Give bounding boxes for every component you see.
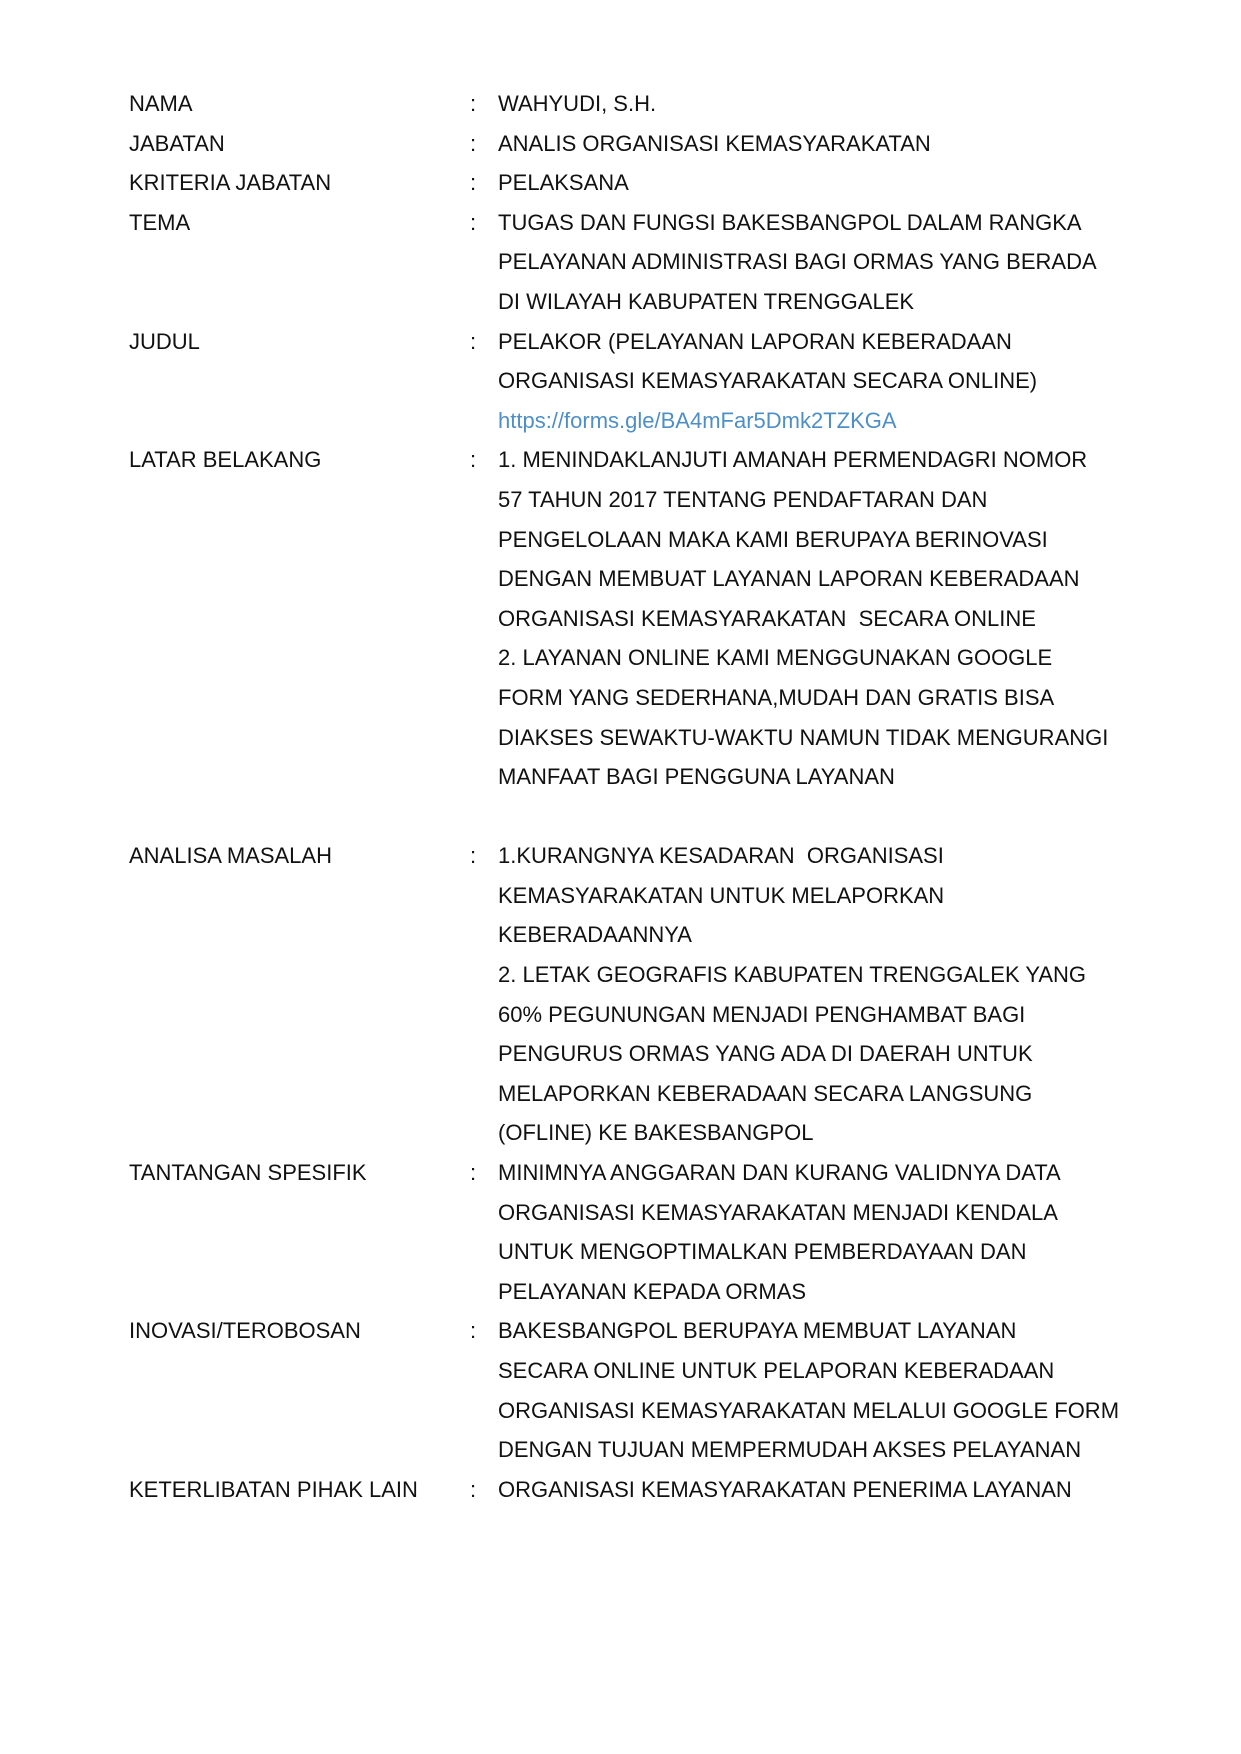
separator: : bbox=[470, 328, 477, 354]
field-label: LATAR BELAKANG bbox=[129, 447, 322, 473]
field-label: ANALISA MASALAH bbox=[129, 843, 332, 869]
field-label: TANTANGAN SPESIFIK bbox=[129, 1160, 367, 1186]
value-line: MINIMNYA ANGGARAN DAN KURANG VALIDNYA DATA bbox=[498, 1160, 1061, 1186]
value-line: PENGELOLAAN MAKA KAMI BERUPAYA BERINOVASI bbox=[498, 526, 1048, 552]
value-line: 1.KURANGNYA KESADARAN ORGANISASI bbox=[498, 843, 944, 869]
value-line: SECARA ONLINE UNTUK PELAPORAN KEBERADAAN bbox=[498, 1358, 1055, 1383]
value-line: DIAKSES SEWAKTU-WAKTU NAMUN TIDAK MENGURANGI bbox=[498, 724, 1109, 750]
value-line: DENGAN MEMBUAT LAYANAN LAPORAN KEBERADAAN bbox=[498, 566, 1080, 592]
value-line: PELAYANAN KEPADA ORMAS bbox=[498, 1278, 807, 1304]
value-line: BAKESBANGPOL BERUPAYA MEMBUAT LAYANAN bbox=[498, 1318, 1017, 1344]
value-line: DENGAN TUJUAN MEMPERMUDAH AKSES PELAYANAN bbox=[498, 1437, 1082, 1463]
document-body bbox=[129, 84, 1169, 1509]
separator: : bbox=[470, 91, 477, 116]
value-line: ANALIS ORGANISASI KEMASYARAKATAN bbox=[498, 130, 931, 156]
separator: : bbox=[470, 1318, 477, 1344]
field-label: KRITERIA JABATAN bbox=[129, 170, 332, 196]
value-line: MANFAAT BAGI PENGGUNA LAYANAN bbox=[498, 764, 895, 790]
field-judul bbox=[129, 322, 1169, 441]
field-analisa-masalah bbox=[129, 836, 1169, 1153]
value-line: ORGANISASI KEMASYARAKATAN SECARA ONLINE) bbox=[498, 368, 1038, 394]
field-value bbox=[498, 322, 1169, 441]
separator: : bbox=[470, 170, 477, 196]
field-latar-belakang bbox=[129, 440, 1169, 796]
separator: : bbox=[470, 1160, 477, 1186]
value-line: 57 TAHUN 2017 TENTANG PENDAFTARAN DAN bbox=[498, 486, 988, 512]
value-line: 2. LETAK GEOGRAFIS KABUPATEN TRENGGALEK YANG bbox=[498, 962, 1087, 988]
form-link[interactable]: https://forms.gle/BA4mFar5Dmk2TZKGA bbox=[498, 407, 897, 433]
field-label: NAMA bbox=[129, 91, 193, 116]
field-value bbox=[498, 1470, 1169, 1510]
field-tema bbox=[129, 203, 1169, 322]
field-keterlibatan bbox=[129, 1470, 1169, 1510]
value-line: (OFLINE) KE BAKESBANGPOL bbox=[498, 1120, 814, 1146]
separator: : bbox=[470, 1476, 477, 1502]
value-line: MELAPORKAN KEBERADAAN SECARA LANGSUNG bbox=[498, 1080, 1033, 1106]
field-value bbox=[498, 203, 1169, 322]
field-jabatan bbox=[129, 124, 1169, 164]
field-label: TEMA bbox=[129, 209, 191, 235]
field-value bbox=[498, 440, 1169, 796]
field-value bbox=[498, 84, 1169, 124]
value-line: ORGANISASI KEMASYARAKATAN PENERIMA LAYANAN bbox=[498, 1476, 1072, 1502]
value-line: PELAKSANA bbox=[498, 170, 629, 196]
field-value bbox=[498, 124, 1169, 164]
field-value bbox=[498, 836, 1169, 1153]
field-value bbox=[498, 1311, 1169, 1469]
blank-line bbox=[129, 797, 1169, 837]
value-line: UNTUK MENGOPTIMALKAN PEMBERDAYAAN DAN bbox=[498, 1239, 1027, 1265]
field-label: JABATAN bbox=[129, 130, 225, 156]
field-label: KETERLIBATAN PIHAK LAIN bbox=[129, 1476, 418, 1502]
separator: : bbox=[470, 209, 477, 235]
separator: : bbox=[470, 843, 477, 869]
value-line: PENGURUS ORMAS YANG ADA DI DAERAH UNTUK bbox=[498, 1041, 1033, 1067]
value-line: WAHYUDI, S.H. bbox=[498, 91, 657, 116]
value-line: ORGANISASI KEMASYARAKATAN MENJADI KENDALA bbox=[498, 1199, 1058, 1225]
value-line: KEMASYARAKATAN UNTUK MELAPORKAN bbox=[498, 882, 945, 908]
field-kriteria-jabatan bbox=[129, 163, 1169, 203]
value-line: 60% PEGUNUNGAN MENJADI PENGHAMBAT BAGI bbox=[498, 1001, 1026, 1027]
field-tantangan-spesifik bbox=[129, 1153, 1169, 1311]
value-line: ORGANISASI KEMASYARAKATAN SECARA ONLINE bbox=[498, 605, 1036, 631]
value-line: PELAYANAN ADMINISTRASI BAGI ORMAS YANG BERADA bbox=[498, 249, 1097, 275]
value-line: TUGAS DAN FUNGSI BAKESBANGPOL DALAM RANGKA bbox=[498, 209, 1082, 235]
value-line: KEBERADAANNYA bbox=[498, 922, 692, 948]
value-line: PELAKOR (PELAYANAN LAPORAN KEBERADAAN bbox=[498, 328, 1012, 354]
separator: : bbox=[470, 130, 477, 156]
separator: : bbox=[470, 447, 477, 473]
field-value bbox=[498, 1153, 1169, 1311]
field-inovasi bbox=[129, 1311, 1169, 1469]
field-nama bbox=[129, 84, 1169, 124]
value-line: 1. MENINDAKLANJUTI AMANAH PERMENDAGRI NOMOR bbox=[498, 447, 1088, 473]
field-label: INOVASI/TEROBOSAN bbox=[129, 1318, 361, 1344]
value-line: DI WILAYAH KABUPATEN TRENGGALEK bbox=[498, 288, 915, 314]
value-line: 2. LAYANAN ONLINE KAMI MENGGUNAKAN GOOGLE bbox=[498, 645, 1053, 671]
value-line: FORM YANG SEDERHANA,MUDAH DAN GRATIS BISA bbox=[498, 684, 1055, 710]
value-line: ORGANISASI KEMASYARAKATAN MELALUI GOOGLE FORM bbox=[498, 1397, 1120, 1423]
field-label: JUDUL bbox=[129, 328, 200, 354]
field-value bbox=[498, 163, 1169, 203]
